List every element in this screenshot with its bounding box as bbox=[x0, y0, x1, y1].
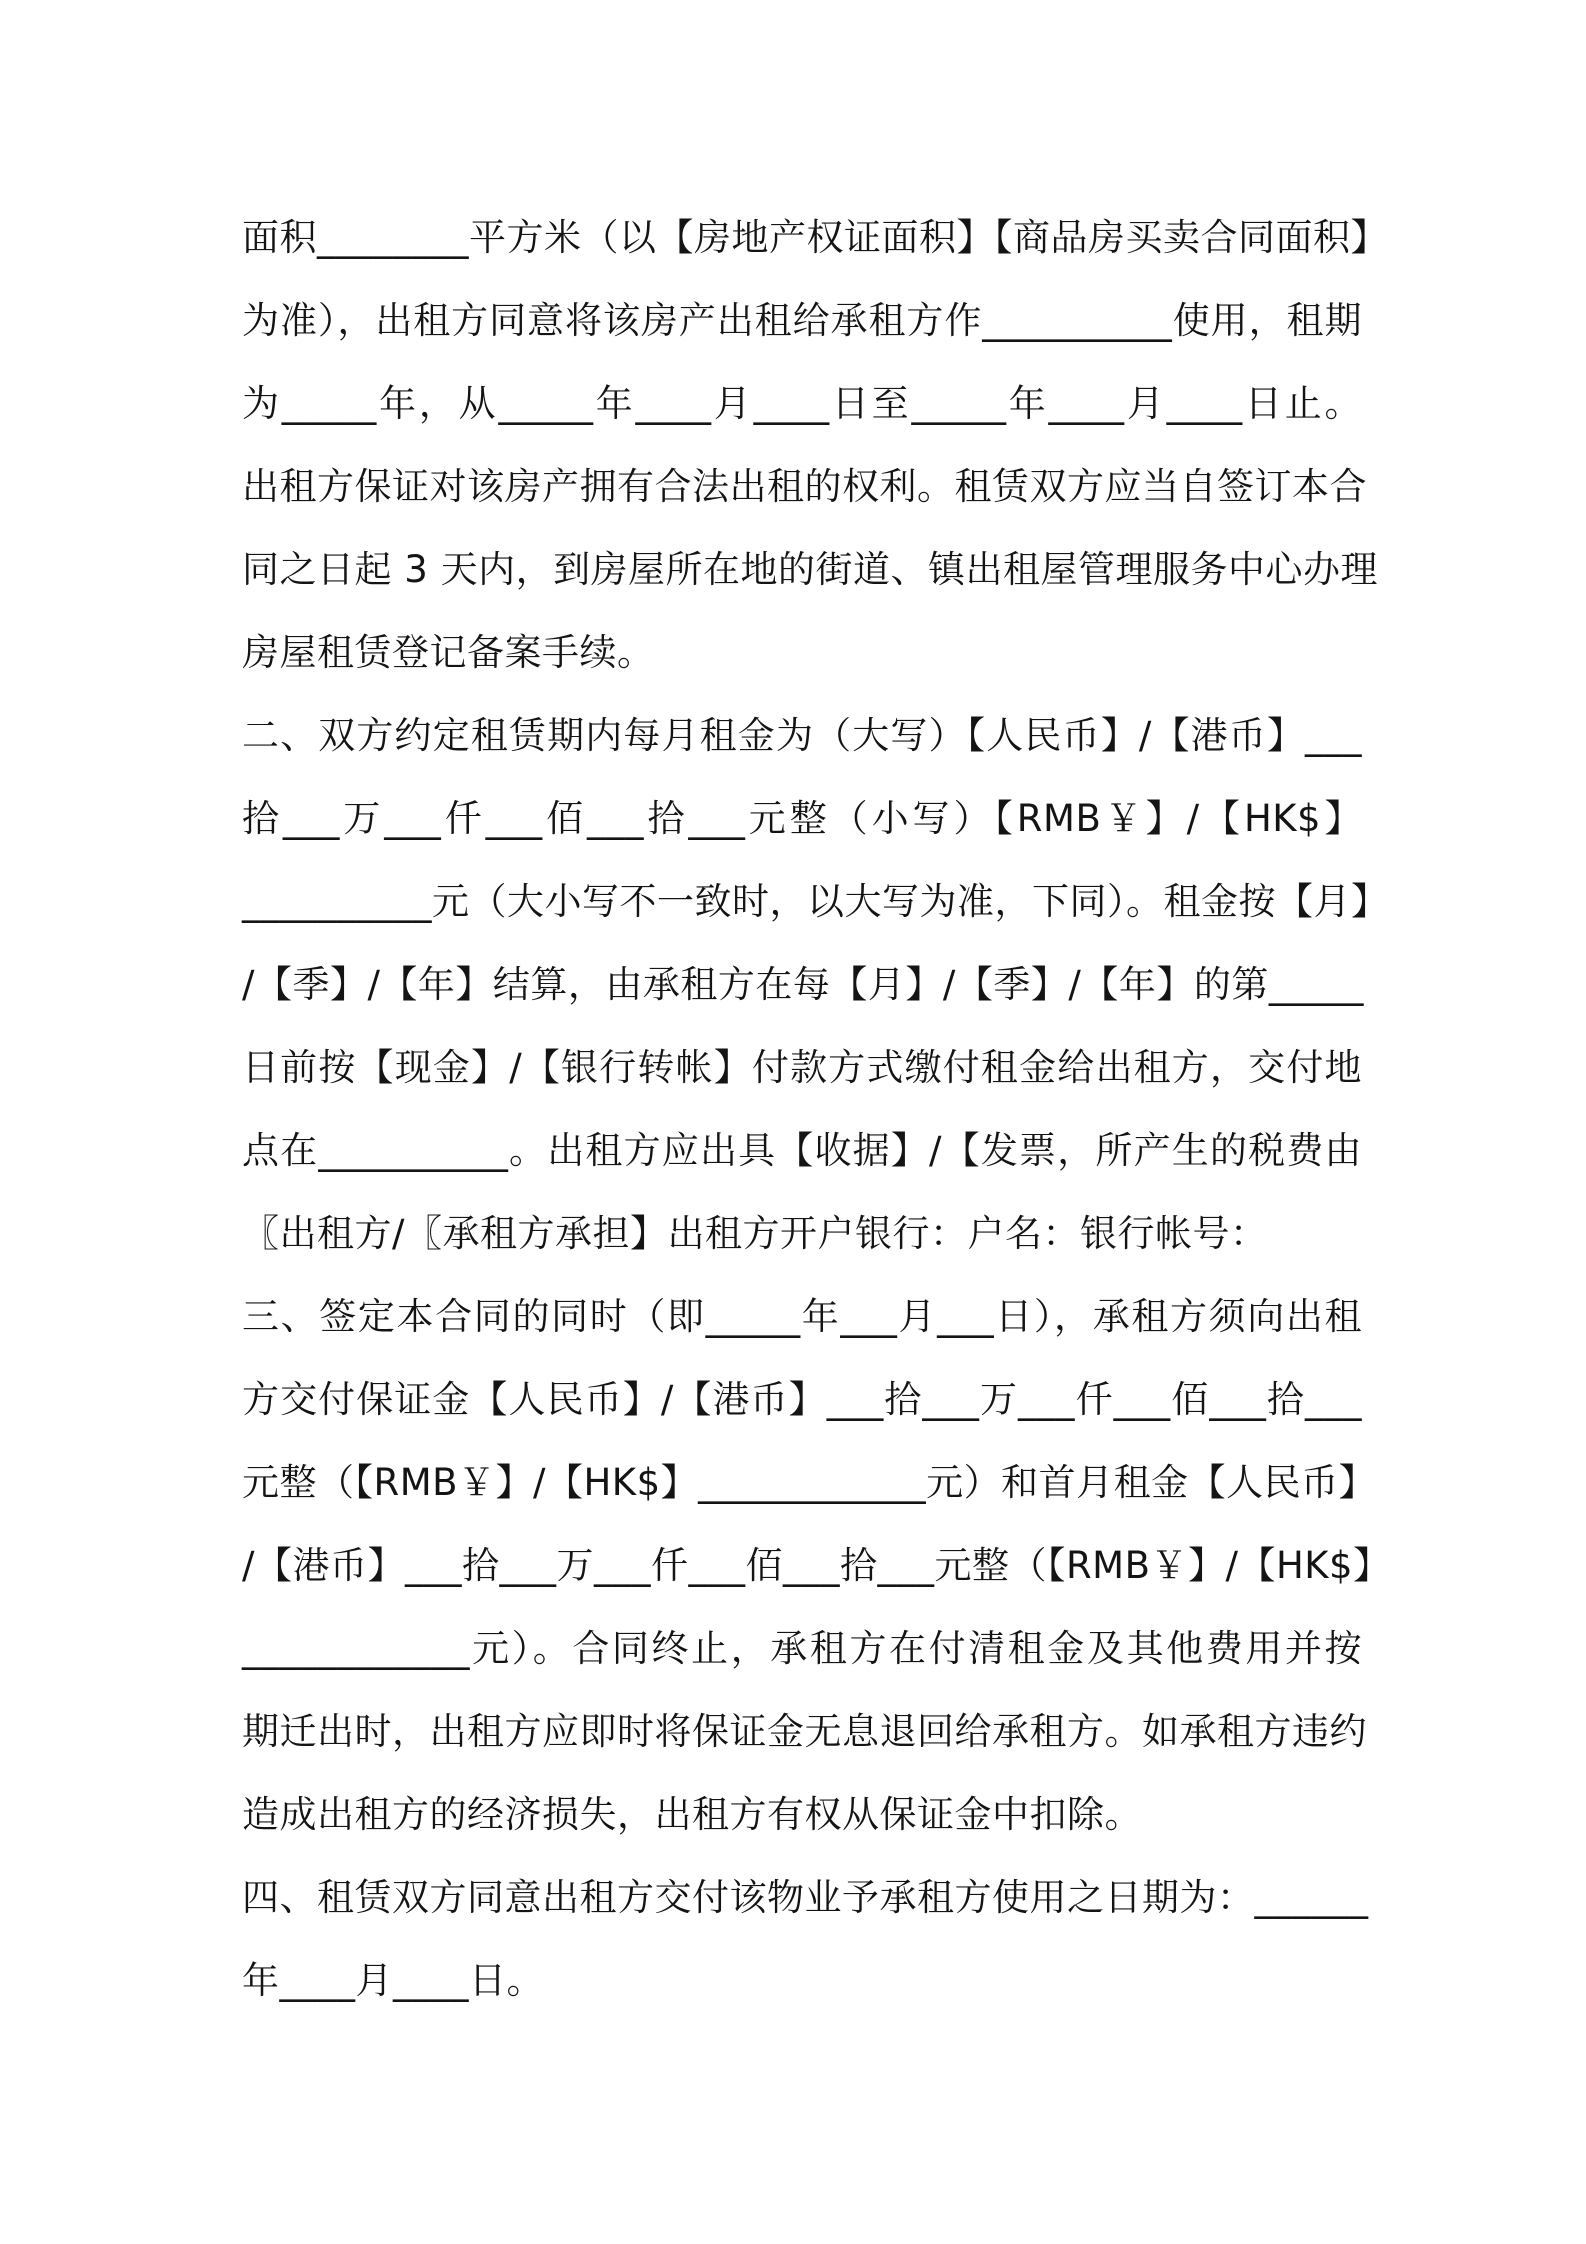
text-line: 面积________平方米（以【房地产权证面积】【商品房买卖合同面积】 bbox=[242, 216, 1388, 259]
text-line: ____________元）。合同终止，承租方在付清租金及其他费用并按 bbox=[242, 1627, 1362, 1670]
text-line: 年____月____日。 bbox=[242, 1959, 544, 2002]
text-line: 期迁出时，出租方应即时将保证金无息退回给承租方。如承租方违约 bbox=[242, 1710, 1367, 1753]
text-line: __________元（大小写不一致时，以大写为准，下同）。租金按【月】 bbox=[242, 880, 1389, 923]
text-line: 为准），出租方同意将该房产出租给承租方作__________使用，租期 bbox=[242, 299, 1362, 342]
text-line: 房屋租赁登记备案手续。 bbox=[242, 631, 655, 674]
text-line: 日前按【现金】/【银行转帐】付款方式缴付租金给出租方，交付地 bbox=[242, 1046, 1362, 1089]
text-line: 四、租赁双方同意出租方交付该物业予承租方使用之日期为：______ bbox=[242, 1876, 1369, 1919]
text-line: 造成出租方的经济损失，出租方有权从保证金中扣除。 bbox=[242, 1793, 1142, 1836]
text-line: 方交付保证金【人民币】/【港币】___拾___万___仟___佰___拾___ bbox=[242, 1378, 1362, 1421]
text-line: 点在__________。出租方应出具【收据】/【发票，所产生的税费由 bbox=[242, 1129, 1362, 1172]
document-body bbox=[242, 196, 1391, 2022]
text-line: 〖出租方/〖承租方承担】出租方开户银行：户名：银行帐号： bbox=[242, 1212, 1268, 1255]
text-line: /【季】/【年】结算，由承租方在每【月】/【季】/【年】的第_____ bbox=[242, 963, 1364, 1006]
text-line: 三、签定本合同的同时（即_____年___月___日），承租方须向出租 bbox=[242, 1295, 1362, 1338]
text-line: 为_____年，从_____年____月____日至_____年____月____日止。 bbox=[242, 382, 1362, 425]
text-line: 元整（【RMB￥】/【HK$】____________元）和首月租金【人民币】 bbox=[242, 1461, 1377, 1504]
text-line: 拾___万___仟___佰___拾___元整（小写）【RMB￥】/【HK$】 bbox=[242, 797, 1362, 840]
text-line: /【港币】___拾___万___仟___佰___拾___元整（【RMB￥】/【HK$】 bbox=[242, 1544, 1391, 1587]
text-line: 二、双方约定租赁期内每月租金为（大写）【人民币】/【港币】___ bbox=[242, 714, 1362, 757]
text-line: 同之日起 3 天内，到房屋所在地的街道、镇出租屋管理服务中心办理 bbox=[242, 548, 1379, 591]
text-line: 出租方保证对该房产拥有合法出租的权利。租赁双方应当自签订本合 bbox=[242, 465, 1367, 508]
